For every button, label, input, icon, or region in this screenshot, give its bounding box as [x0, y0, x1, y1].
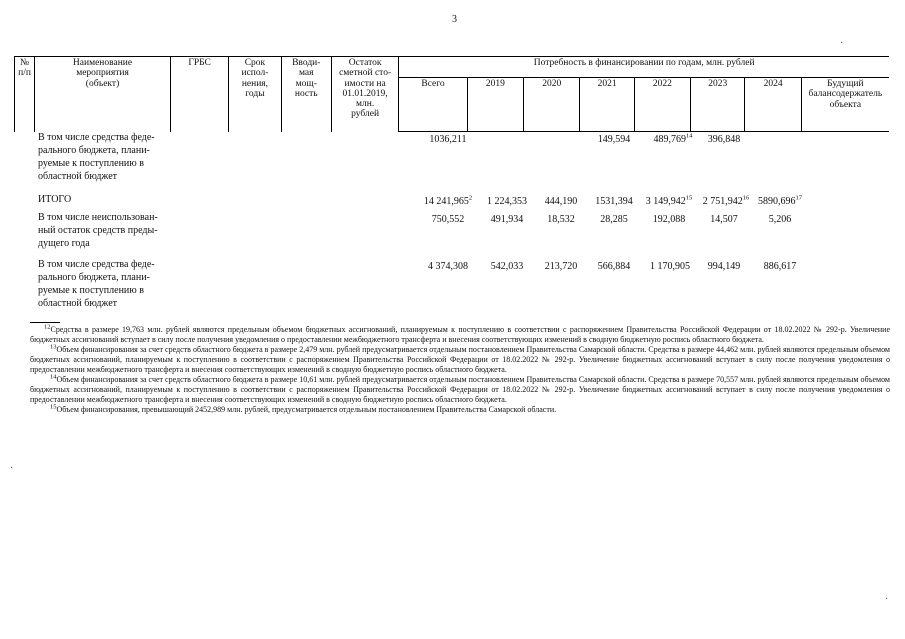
header-year: 2020 — [524, 78, 580, 132]
footnote: $^{13}$Объем финансирования за счет средств областного бюджета в размере 2,479 млн. рублей предусматривается отдельным постановлением Правительства Самарской области. Средства в размере 44,462 млн. рублей являются предельным объемом бюджетных ассигнований, планируемым к поступлению в соответствии с распоряжением Правительства Российской Федерации от 18.02.2022 № 292-р. Увеличение бюджетных ассигнований вступает в силу после получения уведомления о предоставлении межбюджетного трансферта и внесения соответствующих изменений в сводную бюджетную роспись областного бюджета. — [30, 343, 890, 374]
financing-table-header — [14, 56, 889, 132]
scan-speck: · — [10, 463, 14, 474]
header-year: 2019 — [467, 78, 523, 132]
cell-2023: 2 751,942$^{16}$ — [702, 194, 750, 207]
header-balance: Остаток сметной сто- имости на 01.01.2019, млн. рублей — [331, 57, 398, 132]
cell-2019: 1 224,353 — [487, 196, 527, 207]
header-holder: Будущий балансодержатель объекта — [801, 78, 889, 132]
footnotes — [30, 325, 890, 415]
footnote: $^{12}$Средства в размере 19,763 млн. рублей являются предельным объемом бюджетных ассигнований, планируемым к поступлению в соответствии с распоряжением Правительства Российской Федерации от 18.02.2022 № 292-р. Увеличение бюджетных ассигнований вступает в силу после получения уведомления о предоставлении межбюджетного трансферта и внесения соответствующих изменений в сводную бюджетную роспись областного бюджета. — [30, 323, 890, 344]
cell-total: 14 241,965$^2$ — [423, 194, 473, 207]
cell-2021: 566,884 — [597, 261, 631, 272]
cell-2022: 489,769$^{14}$ — [653, 132, 693, 145]
cell-2019: 542,033 — [490, 261, 524, 272]
cell-2022: 3 149,942$^{15}$ — [645, 194, 693, 207]
cell-2020: 213,720 — [544, 261, 578, 272]
cell-total: 4 374,308 — [428, 261, 468, 272]
cell-2020: 18,532 — [547, 214, 575, 225]
header-number: № п/п — [15, 57, 35, 132]
header-year: 2024 — [745, 78, 801, 132]
cell-2021: 1531,394 — [595, 196, 633, 207]
cell-2022: 1 170,905 — [650, 261, 690, 272]
cell-total: 750,552 — [431, 214, 465, 225]
header-year: 2023 — [691, 78, 745, 132]
cell-total: 1036,211 — [429, 134, 467, 145]
scan-speck: · — [885, 594, 889, 605]
header-term: Срок испол- нения, годы — [229, 57, 281, 132]
cell-2021: 149,594 — [597, 134, 631, 145]
row-label-total: ИТОГО — [38, 194, 72, 205]
cell-2023: 994,149 — [707, 261, 741, 272]
header-total: Всего — [399, 78, 467, 132]
footnote: $^{14}$Объем финансирования за счет средств областного бюджета в размере 10,61 млн. рублей предусматривается отдельным постановлением Правительства Самарской области. Средства в размере 70,557 млн. рублей являются предельным объемом бюджетных ассигнований, планируемым к поступлению в соответствии с распоряжением Правительства Российской Федерации от 18.02.2022 № 292-р. Увеличение бюджетных ассигнований вступает в силу после получения уведомления о предоставлении межбюджетного трансферта и внесения соответствующих изменений в сводную бюджетную роспись областного бюджета. — [30, 373, 890, 404]
header-grbs: ГРБС — [170, 57, 228, 132]
cell-2024: 886,617 — [763, 261, 797, 272]
footnote: $^{15}$Объем финансирования, превышающий 2452,989 млн. рублей, предусматривается отдельным постановлением Правительства Самарской области. — [50, 403, 557, 414]
row-label: В том числе неиспользован- ный остаток средств преды- дущего года — [38, 212, 158, 249]
row-label: В том числе средства феде- рального бюджета, плани- руемые к поступлению в областной бюджет — [38, 132, 155, 182]
cell-2024: 5890,696$^{17}$ — [758, 194, 802, 207]
header-name: Наименование мероприятия (объект) — [35, 57, 171, 132]
cell-2022: 192,088 — [652, 214, 686, 225]
cell-2019: 491,934 — [490, 214, 524, 225]
cell-2024: 5,206 — [768, 214, 792, 225]
row-label: В том числе средства феде- рального бюджета, плани- руемые к поступлению в областной бюджет — [38, 259, 155, 309]
header-capacity: Вводи- мая мощ- ность — [281, 57, 331, 132]
cell-2023: 14,507 — [710, 214, 738, 225]
cell-2020: 444,190 — [544, 196, 578, 207]
scan-speck: · — [840, 38, 844, 49]
header-need: Потребность в финансировании по годам, млн. рублей — [399, 57, 889, 78]
header-year: 2022 — [634, 78, 690, 132]
header-year: 2021 — [580, 78, 634, 132]
cell-2023: 396,848 — [707, 134, 741, 145]
cell-2021: 28,285 — [600, 214, 628, 225]
page-number: 3 — [452, 14, 457, 25]
